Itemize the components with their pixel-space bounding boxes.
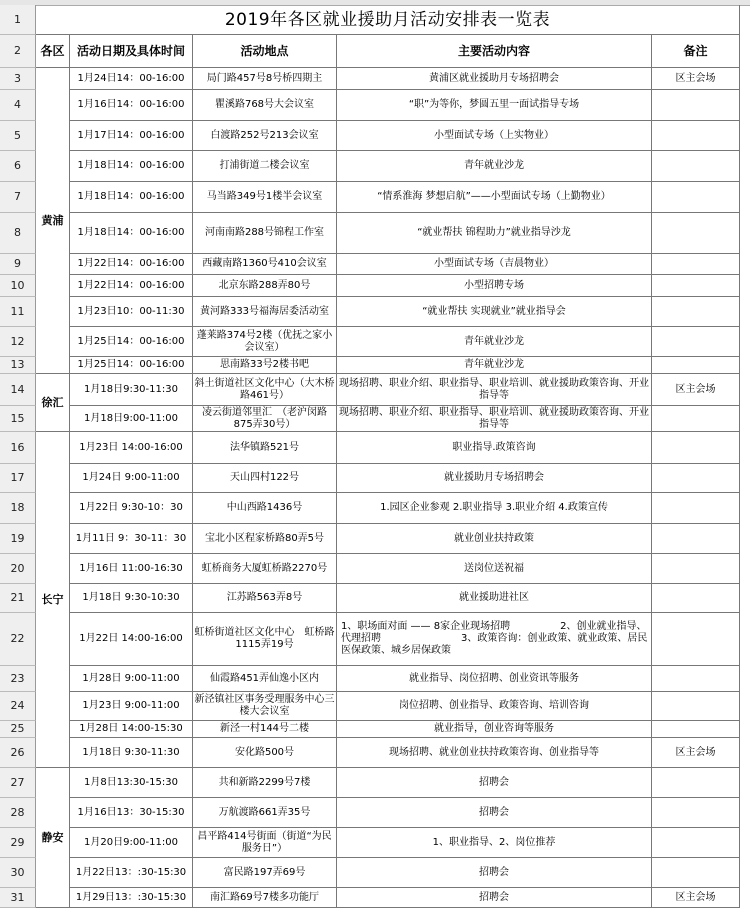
remark[interactable]: [652, 275, 740, 297]
activity-content[interactable]: [337, 493, 652, 524]
activity-content[interactable]: [337, 90, 652, 121]
row-number[interactable]: [0, 768, 36, 798]
activity-content-text: “就业帮扶 实现就业”就业指导会: [422, 305, 566, 317]
activity-content[interactable]: [337, 721, 652, 738]
activity-content-text: “职”为等你，梦圆五里一面试指导专场: [408, 99, 580, 110]
remark-text: 区主会场: [675, 746, 716, 758]
activity-location-text: 安化路500号: [234, 746, 295, 758]
row-number-text: 25: [10, 722, 25, 735]
activity-date[interactable]: [70, 121, 193, 151]
activity-date[interactable]: [70, 584, 193, 613]
activity-location[interactable]: [193, 297, 337, 327]
activity-date-text: 1月18日9:00-11:00: [84, 412, 178, 424]
remark[interactable]: [652, 768, 740, 798]
row-number-text: 13: [10, 358, 25, 371]
district-cell-text: 静安: [41, 830, 64, 844]
activity-date[interactable]: [70, 613, 193, 666]
activity-location[interactable]: [193, 493, 337, 524]
row-number[interactable]: [0, 5, 36, 35]
activity-location[interactable]: [193, 432, 337, 464]
header-remark-text: 备注: [683, 43, 708, 58]
remark[interactable]: [652, 327, 740, 357]
row-number-text: 24: [10, 699, 25, 712]
activity-date-text: 1月22日 14:00-16:00: [79, 633, 183, 644]
activity-date-text: 1月28日 9:00-11:00: [82, 672, 180, 684]
activity-date-text: 1月18日 9:30-10:30: [82, 592, 180, 603]
row-number-text: 21: [10, 591, 25, 604]
header-location[interactable]: [193, 35, 337, 68]
remark[interactable]: [652, 828, 740, 858]
row-number[interactable]: [0, 213, 36, 254]
activity-location[interactable]: [193, 666, 337, 692]
activity-content-text: 小型面试专场（上实物业）: [434, 129, 554, 141]
row-number-text: 2: [14, 44, 21, 57]
row-number-text: 29: [10, 835, 25, 849]
remark[interactable]: [652, 858, 740, 888]
row-number-text: 19: [10, 531, 25, 545]
activity-location-text: 新泾一村144号二楼: [219, 723, 310, 734]
row-number-text: 3: [14, 71, 21, 85]
activity-date-text: 1月11日 9：30-11：30: [75, 532, 187, 544]
header-location-text: 活动地点: [240, 43, 289, 58]
row-number-text: 18: [10, 501, 25, 514]
activity-content[interactable]: [337, 432, 652, 464]
activity-location-text: 思南路33号2楼书吧: [219, 359, 310, 370]
row-number-text: 1: [14, 12, 21, 26]
activity-date[interactable]: [70, 213, 193, 254]
activity-date[interactable]: [70, 768, 193, 798]
activity-location-text: 南汇路69号7楼多功能厅: [209, 891, 320, 903]
activity-location[interactable]: [193, 90, 337, 121]
remark[interactable]: [652, 357, 740, 374]
activity-location[interactable]: [193, 584, 337, 613]
row-number[interactable]: [0, 798, 36, 828]
row-number[interactable]: [0, 554, 36, 584]
row-number[interactable]: [0, 464, 36, 493]
remark[interactable]: [652, 121, 740, 151]
activity-date[interactable]: [70, 738, 193, 768]
activity-date[interactable]: [70, 858, 193, 888]
activity-content[interactable]: [337, 554, 652, 584]
activity-content-text: 就业指导，创业咨询等服务: [434, 723, 554, 734]
activity-content-text: 送岗位送祝福: [464, 562, 524, 574]
remark[interactable]: [652, 613, 740, 666]
district-cell[interactable]: [36, 68, 70, 374]
activity-date-text: 1月18日14：00-16:00: [77, 227, 185, 238]
remark-text: 区主会场: [675, 891, 716, 903]
row-number[interactable]: [0, 406, 36, 432]
district-cell-text: 徐汇: [41, 395, 64, 409]
activity-date[interactable]: [70, 721, 193, 738]
row-number-text: 17: [10, 471, 25, 484]
activity-content[interactable]: [337, 888, 652, 908]
row-number-text: 30: [10, 865, 25, 879]
activity-date-text: 1月18日 9:30-11:30: [82, 746, 180, 758]
activity-date[interactable]: [70, 554, 193, 584]
activity-content-text: 就业援助进社区: [459, 592, 529, 603]
activity-content-text: 1、职业指导、2、岗位推荐: [432, 836, 556, 848]
activity-content-text: 现场招聘、职业介绍、职业指导、职业培训、就业援助政策咨询、开业指导等: [339, 406, 649, 430]
row-number[interactable]: [0, 35, 36, 68]
activity-content[interactable]: [337, 213, 652, 254]
activity-content[interactable]: [337, 374, 652, 406]
activity-location-text: 打浦街道二楼会议室: [219, 160, 310, 171]
row-number[interactable]: [0, 524, 36, 554]
activity-date[interactable]: [70, 327, 193, 357]
row-number-text: 5: [14, 128, 21, 142]
header-date-text: 活动日期及具体时间: [76, 43, 185, 58]
activity-location[interactable]: [193, 68, 337, 90]
activity-content-text: “就业帮扶 锦程助力”就业指导沙龙: [417, 227, 571, 238]
activity-content-text: 现场招聘、就业创业扶持政策咨询、创业指导等: [389, 746, 599, 758]
activity-date-text: 1月23日 14:00-16:00: [79, 441, 183, 453]
row-number[interactable]: [0, 888, 36, 908]
remark[interactable]: [652, 798, 740, 828]
row-number[interactable]: [0, 828, 36, 858]
row-number-text: 26: [10, 745, 25, 759]
header-remark[interactable]: [652, 35, 740, 68]
activity-location[interactable]: [193, 357, 337, 374]
activity-content[interactable]: [337, 464, 652, 493]
activity-date-text: 1月25日14：00-16:00: [77, 335, 185, 347]
row-number-text: 23: [10, 671, 25, 685]
activity-date-text: 1月16日13：30-15:30: [77, 806, 185, 818]
activity-location-text: 斜土街道社区文化中心（大木桥路461号）: [194, 377, 335, 401]
activity-date-text: 1月28日 14:00-15:30: [79, 723, 183, 734]
remark[interactable]: [652, 90, 740, 121]
activity-content[interactable]: [337, 738, 652, 768]
activity-content[interactable]: [337, 121, 652, 151]
activity-date-text: 1月22日14：00-16:00: [77, 258, 185, 269]
activity-date-text: 1月25日14：00-16:00: [77, 359, 185, 370]
remark[interactable]: [652, 493, 740, 524]
activity-content-text: “情系淮海 梦想启航”——小型面试专场（上勤物业）: [377, 191, 611, 202]
activity-location-text: 富民路197弄69号: [223, 866, 306, 878]
activity-content[interactable]: [337, 68, 652, 90]
activity-content-text: 青年就业沙龙: [464, 160, 524, 171]
row-number-text: 9: [14, 257, 21, 270]
activity-date-text: 1月29日13：:30-15:30: [75, 891, 187, 903]
row-number-text: 31: [10, 890, 25, 904]
row-number[interactable]: [0, 327, 36, 357]
activity-date[interactable]: [70, 692, 193, 721]
activity-location[interactable]: [193, 613, 337, 666]
row-number-text: 27: [10, 775, 25, 789]
row-number[interactable]: [0, 858, 36, 888]
activity-date-text: 1月16日 11:00-16:30: [79, 562, 183, 574]
activity-date[interactable]: [70, 432, 193, 464]
activity-location-text: 局门路457号8号桥四期主: [206, 72, 323, 84]
activity-date[interactable]: [70, 828, 193, 858]
remark[interactable]: [652, 406, 740, 432]
activity-location-text: 白渡路252号213会议室: [210, 129, 319, 141]
activity-location[interactable]: [193, 213, 337, 254]
activity-location-text: 天山四村122号: [229, 472, 300, 483]
activity-date-text: 1月24日14：00-16:00: [77, 72, 185, 84]
row-number[interactable]: [0, 121, 36, 151]
row-number-text: 7: [14, 190, 21, 203]
remark[interactable]: [652, 888, 740, 908]
remark[interactable]: [652, 297, 740, 327]
activity-date[interactable]: [70, 182, 193, 213]
activity-location-text: 共和新路2299号7楼: [218, 776, 311, 788]
activity-location[interactable]: [193, 254, 337, 275]
activity-date[interactable]: [70, 406, 193, 432]
activity-content-text: 黄浦区就业援助月专场招聘会: [429, 72, 559, 84]
activity-date-text: 1月23日 9:00-11:00: [82, 700, 180, 711]
activity-location[interactable]: [193, 858, 337, 888]
activity-date-text: 1月16日14：00-16:00: [77, 99, 185, 110]
remark[interactable]: [652, 666, 740, 692]
activity-location-text: 法华镇路521号: [229, 441, 300, 453]
activity-date[interactable]: [70, 254, 193, 275]
row-number-text: 12: [10, 334, 25, 348]
activity-content[interactable]: [337, 357, 652, 374]
activity-content-text: 就业创业扶持政策: [454, 532, 534, 544]
activity-location[interactable]: [193, 692, 337, 721]
row-number-text: 8: [14, 226, 21, 239]
row-number-text: 14: [10, 382, 25, 396]
header-district-text: 各区: [40, 43, 65, 58]
activity-content-text: 就业援助月专场招聘会: [444, 472, 544, 483]
activity-date-text: 1月18日9:30-11:30: [84, 383, 178, 395]
activity-content[interactable]: [337, 406, 652, 432]
row-number[interactable]: [0, 374, 36, 406]
row-number[interactable]: [0, 493, 36, 524]
activity-content-text: 小型招聘专场: [464, 279, 524, 291]
activity-date[interactable]: [70, 666, 193, 692]
row-number[interactable]: [0, 90, 36, 121]
activity-location[interactable]: [193, 327, 337, 357]
activity-content-text: 青年就业沙龙: [464, 359, 524, 370]
activity-content-text: 1、职场面对面 —— 8家企业现场招聘 2、创业就业指导、代理招聘 3、政策咨询：创业政策、就业政策、居民医保政策、城乡居保政策: [341, 621, 648, 656]
activity-location-text: 昌平路414号街面（街道“为民服务日”）: [197, 830, 332, 854]
activity-content[interactable]: [337, 798, 652, 828]
row-number[interactable]: [0, 721, 36, 738]
activity-date-text: 1月18日14：00-16:00: [77, 191, 185, 202]
activity-content-text: 就业指导、岗位招聘、创业资讯等服务: [409, 672, 579, 684]
row-number[interactable]: [0, 357, 36, 374]
remark[interactable]: [652, 584, 740, 613]
remark[interactable]: [652, 213, 740, 254]
row-number-text: 20: [10, 561, 25, 575]
remark[interactable]: [652, 68, 740, 90]
activity-location-text: 马当路349号1楼半会议室: [206, 191, 323, 202]
activity-location-text: 新泾镇社区事务受理服务中心三楼大会议室: [194, 694, 335, 717]
activity-date[interactable]: [70, 524, 193, 554]
activity-location-text: 西藏南路1360号410会议室: [202, 258, 327, 269]
activity-content[interactable]: [337, 613, 652, 666]
activity-date[interactable]: [70, 297, 193, 327]
activity-content-text: 招聘会: [479, 891, 509, 903]
remark[interactable]: [652, 524, 740, 554]
activity-date-text: 1月18日14：00-16:00: [77, 160, 185, 171]
activity-location-text: 虹桥商务大厦虹桥路2270号: [201, 562, 328, 574]
row-number-text: 28: [10, 805, 25, 819]
activity-location-text: 黄河路333号福海居委活动室: [199, 305, 330, 317]
header-content-text: 主要活动内容: [457, 43, 530, 58]
activity-content-text: 招聘会: [479, 866, 509, 878]
activity-date-text: 1月22日13：:30-15:30: [75, 866, 187, 878]
activity-date-text: 1月20日9:00-11:00: [84, 836, 178, 848]
activity-date[interactable]: [70, 275, 193, 297]
activity-location-text: 河南南路288号锦程工作室: [204, 227, 325, 238]
header-content[interactable]: [337, 35, 652, 68]
activity-location[interactable]: [193, 554, 337, 584]
activity-location[interactable]: [193, 721, 337, 738]
remark[interactable]: [652, 254, 740, 275]
activity-date-text: 1月24日 9:00-11:00: [82, 472, 180, 483]
district-cell-text: 长宁: [41, 592, 64, 606]
row-number-text: 11: [10, 304, 25, 318]
row-number[interactable]: [0, 584, 36, 613]
row-number[interactable]: [0, 738, 36, 768]
activity-location-text: 北京东路288弄80号: [218, 279, 311, 291]
district-cell[interactable]: [36, 374, 70, 432]
district-cell[interactable]: [36, 432, 70, 768]
activity-location-text: 宝北小区程家桥路80弄5号: [204, 532, 325, 544]
activity-content[interactable]: [337, 858, 652, 888]
activity-date-text: 1月23日10：00-11:30: [77, 305, 185, 317]
activity-location[interactable]: [193, 798, 337, 828]
activity-location-text: 万航渡路661弄35号: [218, 806, 311, 818]
activity-content-text: 职业指导.政策咨询: [452, 441, 536, 453]
activity-content-text: 小型面试专场（吉晨物业）: [434, 258, 554, 269]
activity-content[interactable]: [337, 584, 652, 613]
activity-content[interactable]: [337, 297, 652, 327]
remark[interactable]: [652, 464, 740, 493]
activity-content[interactable]: [337, 254, 652, 275]
sheet-title-text: 2019年各区就业援助月活动安排表一览表: [224, 9, 551, 30]
activity-location[interactable]: [193, 121, 337, 151]
remark[interactable]: [652, 721, 740, 738]
activity-location[interactable]: [193, 275, 337, 297]
activity-date[interactable]: [70, 151, 193, 182]
remark[interactable]: [652, 182, 740, 213]
activity-location-text: 虹桥街道社区文化中心 虹桥路1115弄19号: [194, 627, 335, 650]
row-number[interactable]: [0, 297, 36, 327]
district-cell-text: 黄浦: [41, 213, 64, 227]
remark[interactable]: [652, 374, 740, 406]
activity-location-text: 仙霞路451弄仙逸小区内: [209, 672, 320, 684]
activity-content-text: 招聘会: [479, 806, 509, 818]
row-number[interactable]: [0, 613, 36, 666]
activity-location[interactable]: [193, 374, 337, 406]
activity-date[interactable]: [70, 357, 193, 374]
header-district[interactable]: [36, 35, 70, 68]
row-number[interactable]: [0, 151, 36, 182]
activity-content[interactable]: [337, 768, 652, 798]
remark[interactable]: [652, 692, 740, 721]
row-number[interactable]: [0, 182, 36, 213]
row-number-text: 22: [10, 632, 25, 645]
activity-date[interactable]: [70, 493, 193, 524]
row-number[interactable]: [0, 68, 36, 90]
activity-content[interactable]: [337, 666, 652, 692]
activity-content[interactable]: [337, 828, 652, 858]
activity-date-text: 1月8日13:30-15:30: [84, 776, 178, 788]
activity-location[interactable]: [193, 738, 337, 768]
row-number[interactable]: [0, 275, 36, 297]
activity-location[interactable]: [193, 464, 337, 493]
activity-content-text: 现场招聘、职业介绍、职业指导、职业培训、就业援助政策咨询、开业指导等: [339, 377, 649, 401]
activity-date-text: 1月22日14：00-16:00: [77, 279, 185, 291]
remark[interactable]: [652, 432, 740, 464]
row-number[interactable]: [0, 666, 36, 692]
activity-location[interactable]: [193, 888, 337, 908]
row-number-text: 10: [10, 278, 25, 292]
activity-date-text: 1月17日14：00-16:00: [77, 129, 185, 141]
remark[interactable]: [652, 151, 740, 182]
activity-date-text: 1月22日 9:30-10：30: [79, 502, 183, 513]
row-number-text: 16: [10, 440, 25, 454]
activity-date[interactable]: [70, 374, 193, 406]
activity-location-text: 中山西路1436号: [226, 502, 303, 513]
activity-location[interactable]: [193, 524, 337, 554]
remark[interactable]: [652, 554, 740, 584]
activity-content[interactable]: [337, 524, 652, 554]
row-number-text: 4: [14, 98, 21, 111]
header-date[interactable]: [70, 35, 193, 68]
activity-date[interactable]: [70, 90, 193, 121]
activity-location[interactable]: [193, 151, 337, 182]
activity-date[interactable]: [70, 888, 193, 908]
activity-location[interactable]: [193, 828, 337, 858]
row-number[interactable]: [0, 254, 36, 275]
remark[interactable]: [652, 738, 740, 768]
activity-date[interactable]: [70, 68, 193, 90]
activity-location[interactable]: [193, 406, 337, 432]
row-number[interactable]: [0, 432, 36, 464]
row-number-text: 15: [10, 411, 25, 425]
activity-content[interactable]: [337, 151, 652, 182]
activity-location[interactable]: [193, 768, 337, 798]
sheet-title[interactable]: [36, 5, 740, 35]
activity-content-text: 青年就业沙龙: [464, 335, 524, 347]
remark-text: 区主会场: [675, 72, 716, 84]
activity-date[interactable]: [70, 798, 193, 828]
activity-location-text: 凌云街道邻里汇 （老沪闵路875弄30号）: [202, 406, 327, 430]
activity-content[interactable]: [337, 182, 652, 213]
activity-location-text: 江苏路563弄8号: [226, 592, 303, 603]
row-number[interactable]: [0, 692, 36, 721]
remark-text: 区主会场: [675, 383, 716, 395]
activity-location-text: 瞿溪路768号大会议室: [214, 99, 315, 110]
activity-content[interactable]: [337, 275, 652, 297]
activity-date[interactable]: [70, 464, 193, 493]
activity-content-text: 岗位招聘、创业指导、政策咨询、培训咨询: [399, 700, 589, 711]
activity-location-text: 蓬莱路374号2楼（优抚之家小会议室）: [196, 329, 333, 353]
activity-content-text: 招聘会: [479, 776, 509, 788]
activity-content-text: 1.园区企业参观 2.职业指导 3.职业介绍 4.政策宣传: [380, 502, 608, 513]
row-number-text: 6: [14, 159, 21, 172]
activity-content[interactable]: [337, 327, 652, 357]
activity-content[interactable]: [337, 692, 652, 721]
activity-location[interactable]: [193, 182, 337, 213]
district-cell[interactable]: [36, 768, 70, 908]
